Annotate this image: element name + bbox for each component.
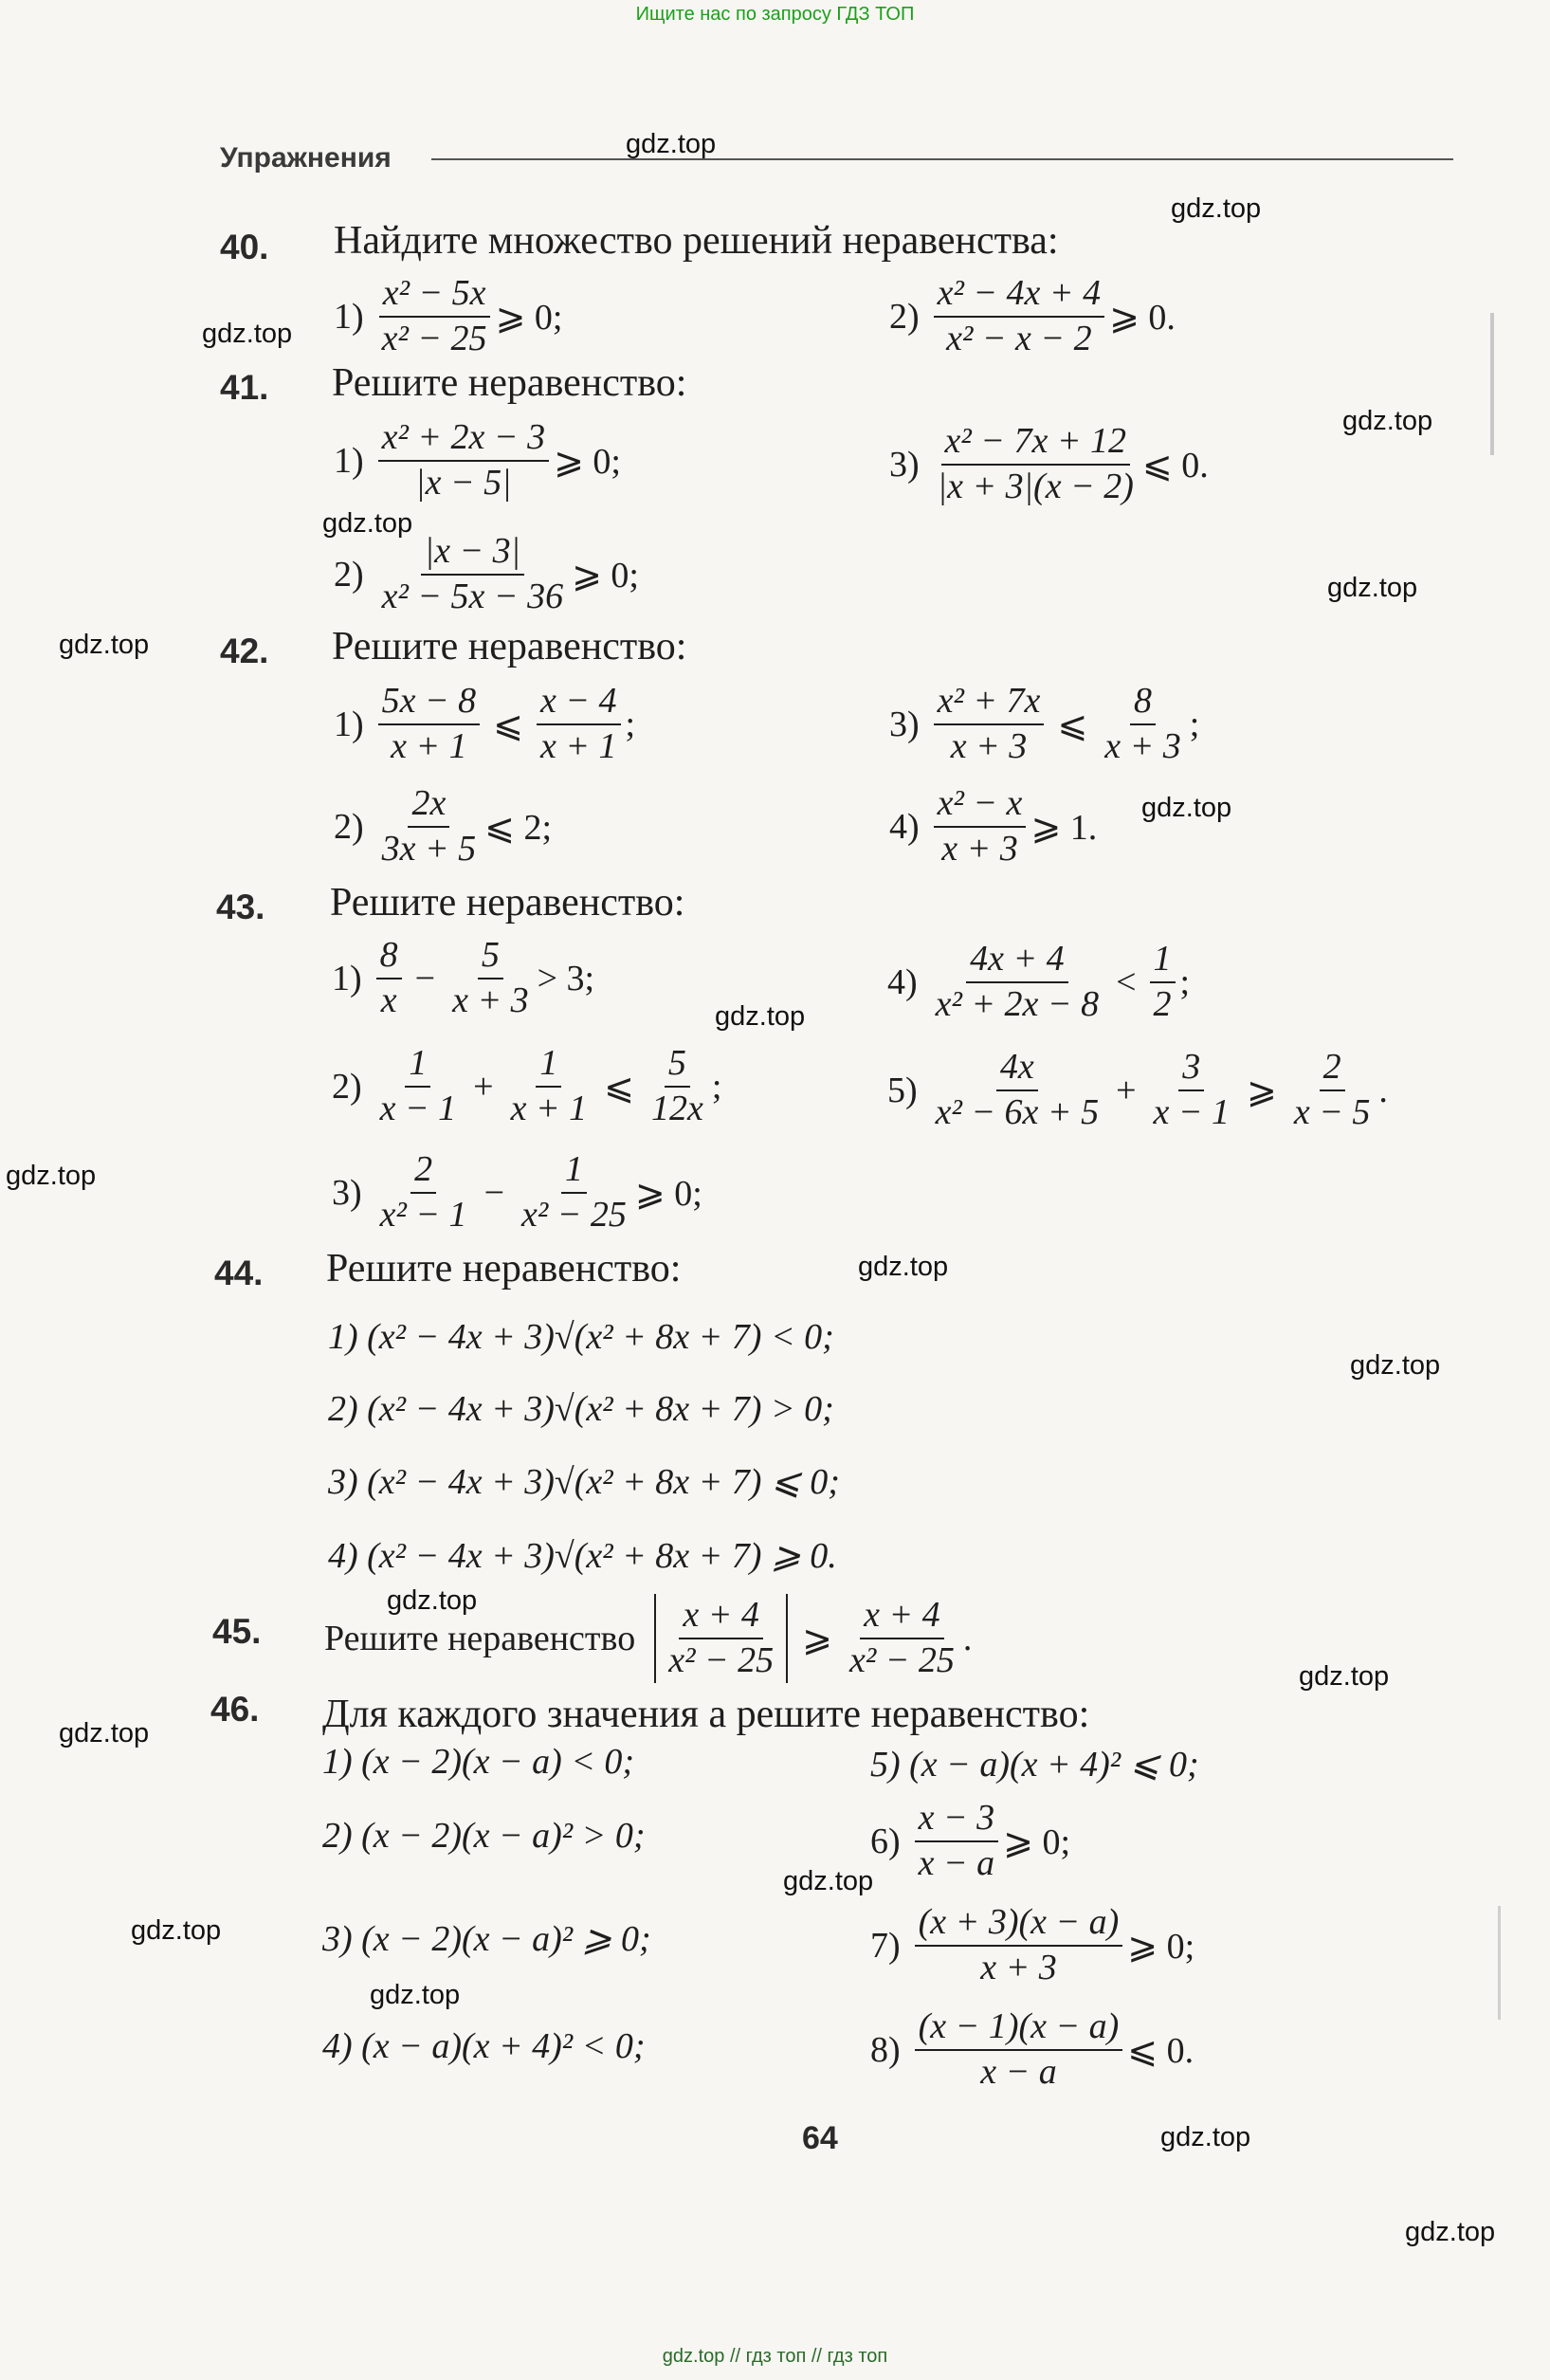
watermark: gdz.top: [1350, 1350, 1441, 1381]
operator: ⩾: [1247, 1071, 1277, 1111]
operator: ⩾: [802, 1619, 832, 1659]
denominator: 2: [1153, 984, 1172, 1024]
numerator: 1: [536, 1042, 561, 1088]
numerator: (x − 1)(x − a): [915, 2005, 1123, 2051]
watermark: gdz.top: [1160, 2122, 1251, 2152]
inequality-tail: ⩽ 0.: [1127, 2030, 1194, 2071]
denominator: x + 3: [941, 829, 1018, 869]
item-label: 4): [889, 807, 920, 847]
header-rule: [431, 158, 1453, 160]
inequality-tail: ;: [1189, 705, 1200, 744]
watermark: gdz.top: [202, 319, 293, 349]
denominator: x² − 1: [379, 1195, 467, 1235]
fraction: [915, 2005, 1123, 2094]
watermark: gdz.top: [1342, 406, 1433, 436]
denominator: x − 5: [1293, 1092, 1371, 1132]
problem-title: Найдите множество решений неравенства:: [334, 219, 1059, 263]
fraction: [376, 1148, 471, 1236]
numerator: 2x: [408, 782, 449, 828]
watermark: gdz.top: [626, 129, 717, 159]
denominator: x + 1: [391, 726, 467, 766]
denominator: x² − 25: [521, 1195, 627, 1235]
denominator: x + 3: [1104, 726, 1181, 766]
watermark: gdz.top: [1405, 2217, 1496, 2247]
fraction: [378, 272, 491, 360]
watermark: gdz.top: [783, 1866, 874, 1896]
numerator: 4x + 4: [966, 938, 1068, 983]
page-edge-shadow: [1490, 313, 1494, 455]
fraction: [915, 1901, 1123, 1989]
item-label: 1): [334, 297, 364, 337]
inequality-tail: ;: [711, 1067, 722, 1107]
item-label: 7): [870, 1926, 901, 1966]
denominator: x² − 5x − 36: [381, 577, 564, 616]
fraction: [934, 420, 1138, 508]
page-number: 64: [802, 2120, 838, 2156]
item-label: 1): [334, 441, 364, 481]
fraction: [518, 1148, 630, 1236]
item-label: 1): [332, 959, 362, 998]
numerator: 1: [405, 1042, 430, 1088]
fraction: [932, 1046, 1103, 1134]
fraction: [665, 1594, 777, 1682]
numerator: 5: [478, 934, 503, 979]
problem-title: Решите неравенство:: [332, 361, 687, 405]
fraction: [934, 680, 1045, 768]
operator: −: [414, 959, 436, 998]
inequality-tail: ;: [625, 705, 636, 744]
fraction: [378, 782, 481, 870]
watermark: gdz.top: [715, 1001, 806, 1032]
page-edge-shadow: [1498, 1906, 1501, 2020]
numerator: |x − 3|: [421, 530, 524, 576]
problem-number: 45.: [212, 1612, 262, 1651]
watermark: gdz.top: [858, 1252, 949, 1282]
section-title: Упражнения: [220, 142, 392, 174]
watermark: gdz.top: [59, 630, 150, 660]
item-label: 5): [887, 1071, 918, 1110]
operator: <: [1116, 962, 1137, 1002]
numerator: x + 4: [679, 1594, 763, 1639]
problem-title: Решите неравенство: [324, 1619, 636, 1658]
numerator: x² + 2x − 3: [378, 416, 549, 462]
fraction: [376, 1042, 461, 1130]
fraction: [1290, 1046, 1375, 1134]
watermark: gdz.top: [131, 1915, 222, 1946]
inequality-tail: ⩽ 0.: [1141, 445, 1209, 485]
fraction: [537, 680, 621, 768]
numerator: x² + 7x: [934, 680, 1045, 725]
watermark: gdz.top: [59, 1718, 150, 1748]
denominator: x + 3: [980, 1948, 1057, 1987]
denominator: 12x: [650, 1089, 703, 1128]
denominator: x + 3: [950, 726, 1028, 766]
denominator: x² − 25: [848, 1640, 955, 1680]
fraction: [1150, 938, 1176, 1026]
fraction: [378, 680, 481, 768]
problem-title: Решите неравенство:: [326, 1247, 682, 1291]
problem-number: 40.: [220, 228, 269, 266]
numerator: x − 4: [537, 680, 621, 725]
fraction: [915, 1797, 999, 1885]
denominator: x + 1: [540, 726, 617, 766]
operator: +: [473, 1067, 494, 1107]
numerator: x − 3: [915, 1797, 999, 1842]
numerator: x² − 4x + 4: [934, 272, 1104, 318]
problem-title: Для каждого значения a решите неравенство:: [322, 1693, 1090, 1736]
inequality-tail: ⩾ 1.: [1030, 807, 1098, 848]
operator: −: [483, 1173, 504, 1213]
inequality-tail: ⩾ 0;: [554, 441, 621, 482]
numerator: 1: [561, 1148, 587, 1194]
numerator: (x + 3)(x − a): [915, 1901, 1123, 1947]
fraction: [378, 530, 567, 618]
inequality-tail: .: [1378, 1071, 1388, 1110]
numerator: x + 4: [860, 1594, 944, 1639]
numerator: 8: [1130, 680, 1156, 725]
problem-number: 43.: [216, 888, 265, 926]
item-label: 1): [334, 705, 364, 744]
watermark: gdz.top: [322, 508, 413, 539]
denominator: x − a: [918, 1843, 995, 1883]
denominator: x − 1: [379, 1089, 457, 1128]
fraction: [376, 934, 402, 1022]
problem-number: 41.: [220, 368, 269, 407]
fraction: [647, 1042, 707, 1130]
watermark: gdz.top: [1141, 793, 1232, 823]
item-label: 2): [332, 1067, 362, 1107]
denominator: 3x + 5: [381, 829, 477, 869]
watermark: gdz.top: [1299, 1661, 1390, 1692]
inequality-tail: ⩾ 0;: [1003, 1822, 1071, 1862]
denominator: x² + 2x − 8: [935, 984, 1100, 1024]
item-label: 2): [334, 807, 364, 847]
denominator: x² − 25: [668, 1640, 775, 1680]
fraction: [507, 1042, 592, 1130]
watermark: gdz.top: [1327, 573, 1418, 603]
inequality-tail: ;: [1179, 962, 1191, 1002]
numerator: 1: [1150, 938, 1176, 983]
watermark: gdz.top: [387, 1585, 478, 1616]
denominator: x² − 6x + 5: [935, 1092, 1100, 1132]
watermark: gdz.top: [6, 1161, 97, 1191]
inequality-tail: ⩾ 0;: [1127, 1926, 1195, 1967]
denominator: x² − x − 2: [946, 319, 1092, 358]
operator: ⩽: [493, 705, 524, 745]
fraction: [934, 782, 1027, 870]
operator: +: [1116, 1071, 1137, 1110]
inequality-tail: ⩾ 0.: [1109, 297, 1176, 338]
fraction: [1101, 680, 1185, 768]
watermark: gdz.top: [370, 1980, 461, 2010]
fraction: [934, 272, 1104, 360]
problem-number: 46.: [210, 1690, 260, 1729]
top-ad-text[interactable]: Ищите нас по запросу ГДЗ ТОП: [635, 4, 915, 25]
operator: ⩽: [604, 1067, 634, 1108]
numerator: 5: [665, 1042, 690, 1088]
inequality-tail: ⩽ 2;: [484, 807, 553, 848]
denominator: x: [380, 980, 397, 1020]
numerator: 3: [1178, 1046, 1204, 1091]
inequality-tail: .: [962, 1619, 973, 1658]
item-label: 3): [889, 705, 920, 744]
inequality-tail: > 3;: [537, 959, 595, 998]
item-label: 3): [332, 1173, 362, 1213]
item-label: 4): [887, 962, 918, 1002]
denominator: |x − 5|: [415, 463, 512, 503]
denominator: x + 3: [452, 980, 529, 1020]
denominator: x² − 25: [381, 319, 487, 358]
numerator: 5x − 8: [378, 680, 481, 725]
inequality-tail: ⩾ 0;: [495, 297, 563, 338]
absolute-value: [654, 1594, 788, 1682]
fraction: [1150, 1046, 1234, 1134]
item-label: 6): [870, 1822, 901, 1861]
denominator: x − a: [980, 2052, 1057, 2092]
fraction: [448, 934, 533, 1022]
problem-number: 44.: [214, 1254, 264, 1292]
problem-number: 42.: [220, 632, 269, 670]
numerator: x² − 7x + 12: [941, 420, 1130, 466]
operator: ⩽: [1057, 705, 1088, 745]
inequality-tail: ⩾ 0;: [572, 555, 639, 595]
item-label: 3): [889, 445, 920, 485]
item-label: 2): [334, 555, 364, 595]
numerator: 2: [1320, 1046, 1345, 1091]
item-label: 8): [870, 2030, 901, 2070]
numerator: 4x: [996, 1046, 1038, 1091]
bottom-ad-text[interactable]: gdz.top // гдз топ // гдз топ: [662, 2346, 888, 2367]
numerator: 8: [376, 934, 402, 979]
numerator: 2: [410, 1148, 436, 1194]
item-label: 2): [889, 297, 920, 337]
denominator: |x + 3|(x − 2): [937, 467, 1134, 506]
numerator: x² − x: [934, 782, 1027, 828]
denominator: x − 1: [1153, 1092, 1231, 1132]
inequality-tail: ⩾ 0;: [634, 1173, 702, 1214]
problem-title: Решите неравенство:: [332, 625, 687, 668]
fraction: [378, 416, 549, 504]
watermark: gdz.top: [1171, 193, 1262, 224]
fraction: [846, 1594, 958, 1682]
fraction: [932, 938, 1103, 1026]
numerator: x² − 5x: [379, 272, 490, 318]
denominator: x + 1: [510, 1089, 588, 1128]
problem-title: Решите неравенство:: [330, 881, 685, 925]
